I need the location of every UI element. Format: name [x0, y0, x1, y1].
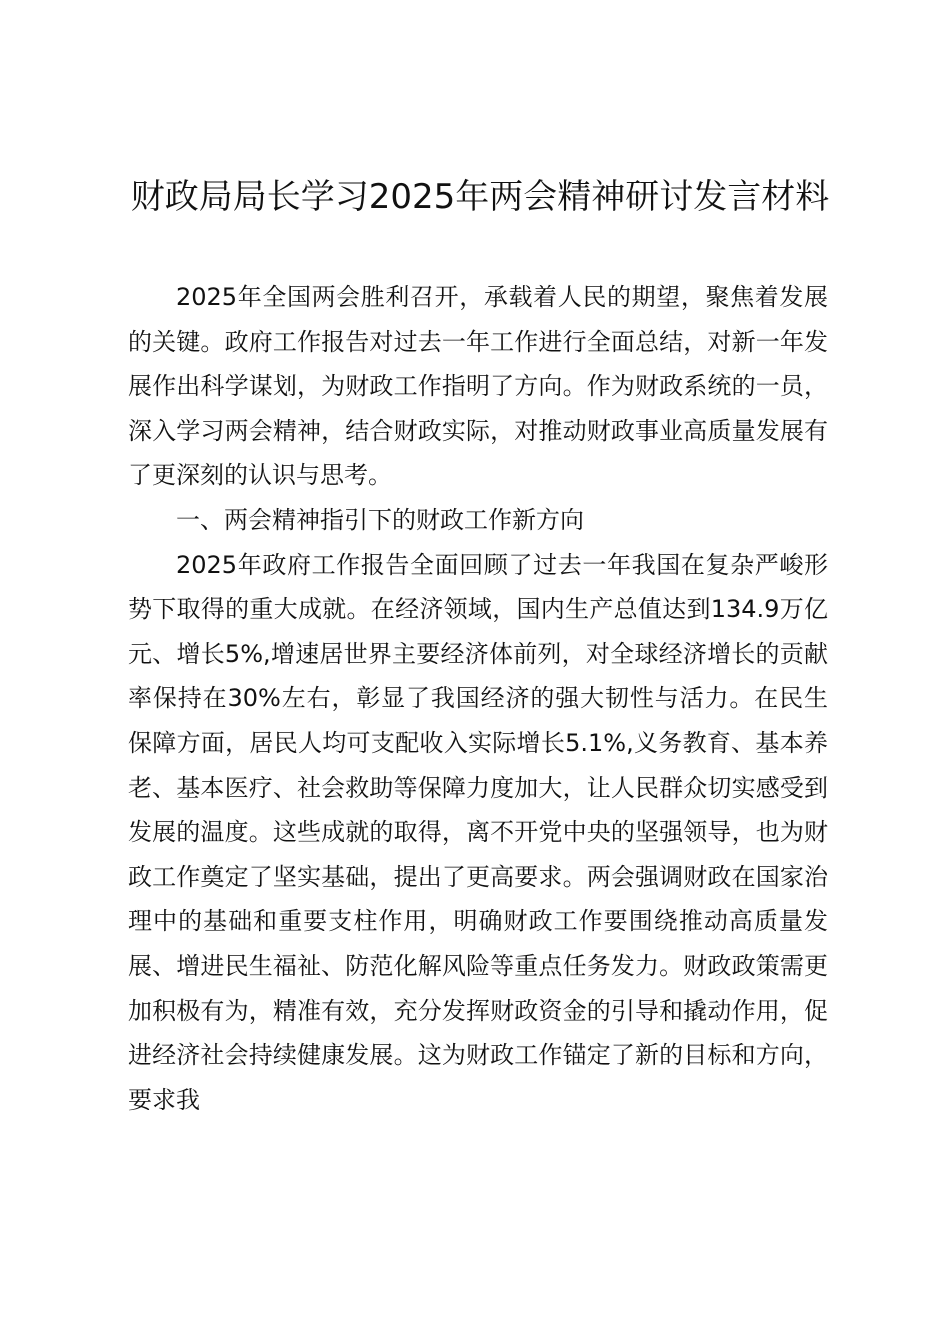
intro-paragraph: 2025年全国两会胜利召开，承载着人民的期望，聚焦着发展的关键。政府工作报告对过去一年工作进行全面总结，对新一年发展作出科学谋划，为财政工作指明了方向。作为财政系统的一员，深入学习两会精神，结合财政实际，对推动财政事业高质量发展有了更深刻的认识与思考。 — [128, 283, 828, 490]
document-body — [128, 275, 828, 1122]
document-title: 财政局局长学习2025年两会精神研讨发言材料 — [130, 177, 830, 217]
section-heading: 一、两会精神指引下的财政工作新方向 — [176, 505, 584, 534]
body-paragraph: 2025年政府工作报告全面回顾了过去一年我国在复杂严峻形势下取得的重大成就。在经济领域，国内生产总值达到134.9万亿元、增长5%,增速居世界主要经济体前列，对全球经济增长的贡献率保持在30%左右，彰显了我国经济的强大韧性与活力。在民生保障方面，居民人均可支配收入实际增长5.1%,义务教育、基本养老、基本医疗、社会救助等保障力度加大，让人民群众切实感受到发展的温度。这些成就的取得，离不开党中央的坚强领导，也为财政工作奠定了坚实基础，提出了更高要求。两会强调财政在国家治理中的基础和重要支柱作用，明确财政工作要围绕推动高质量发展、增进民生福祉、防范化解风险等重点任务发力。财政政策需更加积极有为，精准有效，充分发挥财政资金的引导和撬动作用，促进经济社会持续健康发展。这为财政工作锚定了新的目标和方向，要求我 — [128, 550, 828, 1114]
